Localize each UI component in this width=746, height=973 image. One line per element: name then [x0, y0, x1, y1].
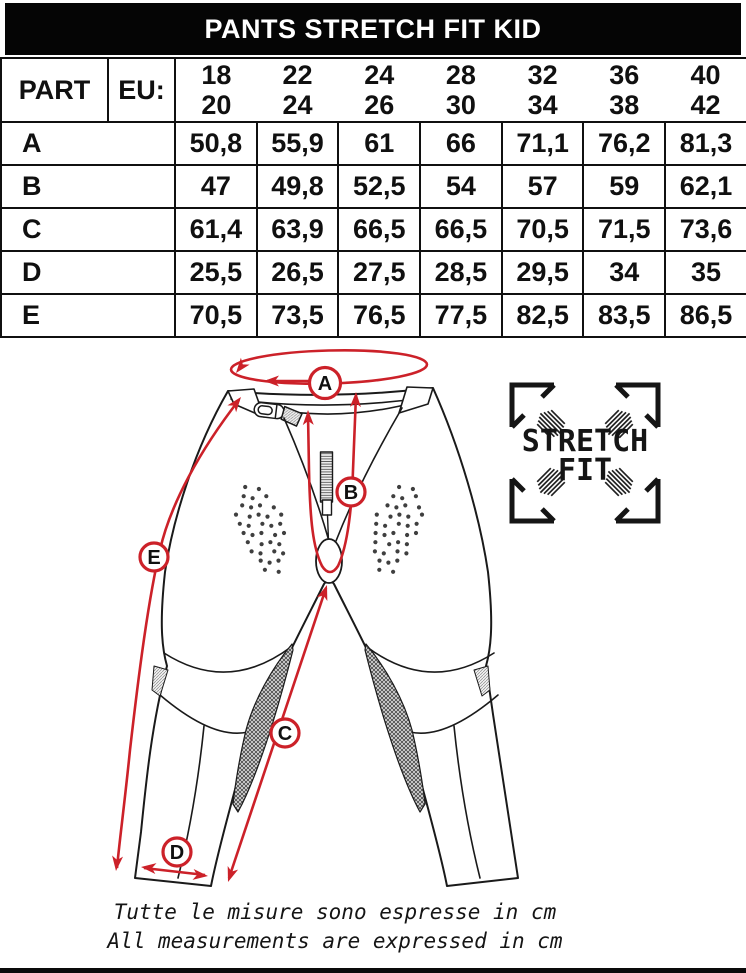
value-cell: 83,5: [583, 294, 665, 337]
measure-a-label: A: [317, 373, 333, 395]
value-cell: 70,5: [502, 208, 584, 251]
bottom-divider-bar: [0, 968, 746, 973]
table-row-E: [1, 294, 746, 337]
value-cell: 52,5: [338, 165, 420, 208]
size-column-header-2: 24 26: [338, 58, 420, 122]
value-cell: 27,5: [338, 251, 420, 294]
value-cell: 76,5: [338, 294, 420, 337]
size-column-header-3: 28 30: [420, 58, 502, 122]
value-cell: 82,5: [502, 294, 584, 337]
value-cell: 76,2: [583, 122, 665, 165]
title-bar: [5, 3, 741, 55]
logo-text-stretch: STRETCH: [521, 424, 649, 459]
measure-e-label: E: [147, 547, 161, 569]
measure-b-label: B: [343, 482, 359, 504]
value-cell: 66,5: [338, 208, 420, 251]
value-cell: 66,5: [420, 208, 502, 251]
pants-outline-art: [135, 387, 518, 886]
size-column-header-1: 22 24: [257, 58, 339, 122]
value-cell: 61,4: [175, 208, 257, 251]
part-cell: C: [1, 208, 175, 251]
value-cell: 66: [420, 122, 502, 165]
value-cell: 29,5: [502, 251, 584, 294]
part-cell: B: [1, 165, 175, 208]
value-cell: 71,1: [502, 122, 584, 165]
value-cell: 70,5: [175, 294, 257, 337]
value-cell: 26,5: [257, 251, 339, 294]
value-cell: 73,5: [257, 294, 339, 337]
note-line-english: All measurements are expressed in cm: [107, 928, 563, 953]
measurement-note: [5, 898, 665, 955]
value-cell: 57: [502, 165, 584, 208]
value-cell: 28,5: [420, 251, 502, 294]
part-cell: A: [1, 122, 175, 165]
table-row-B: [1, 165, 746, 208]
part-cell: E: [1, 294, 175, 337]
value-cell: 71,5: [583, 208, 665, 251]
table-header-row: [1, 58, 746, 122]
value-cell: 63,9: [257, 208, 339, 251]
arrowhead: [223, 866, 238, 884]
value-cell: 81,3: [665, 122, 746, 165]
eu-column-header: EU:: [108, 58, 175, 122]
table-row-A: [1, 122, 746, 165]
size-column-header-6: 40 42: [665, 58, 746, 122]
measure-d-label: D: [169, 842, 185, 864]
value-cell: 34: [583, 251, 665, 294]
value-cell: 47: [175, 165, 257, 208]
size-column-header-5: 36 38: [583, 58, 665, 122]
part-cell: D: [1, 251, 175, 294]
part-column-header: PART: [1, 58, 108, 122]
value-cell: 50,8: [175, 122, 257, 165]
value-cell: 77,5: [420, 294, 502, 337]
table-row-C: [1, 208, 746, 251]
value-cell: 73,6: [665, 208, 746, 251]
value-cell: 61: [338, 122, 420, 165]
value-cell: 25,5: [175, 251, 257, 294]
value-cell: 86,5: [665, 294, 746, 337]
note-line-italian: Tutte le misure sono espresse in cm: [113, 900, 557, 924]
pants-diagram: [0, 336, 746, 906]
value-cell: 49,8: [257, 165, 339, 208]
stretch-fit-logo: [512, 385, 658, 521]
value-cell: 62,1: [665, 165, 746, 208]
size-column-header-4: 32 34: [502, 58, 584, 122]
value-cell: 59: [583, 165, 665, 208]
size-table: [0, 57, 746, 338]
value-cell: 54: [420, 165, 502, 208]
value-cell: 35: [665, 251, 746, 294]
logo-text-fit: FIT: [557, 453, 613, 488]
value-cell: 55,9: [257, 122, 339, 165]
size-column-header-0: 18 20: [175, 58, 257, 122]
page-title: PANTS STRETCH FIT KID: [204, 13, 542, 44]
table-row-D: [1, 251, 746, 294]
measure-c-label: C: [277, 723, 293, 745]
